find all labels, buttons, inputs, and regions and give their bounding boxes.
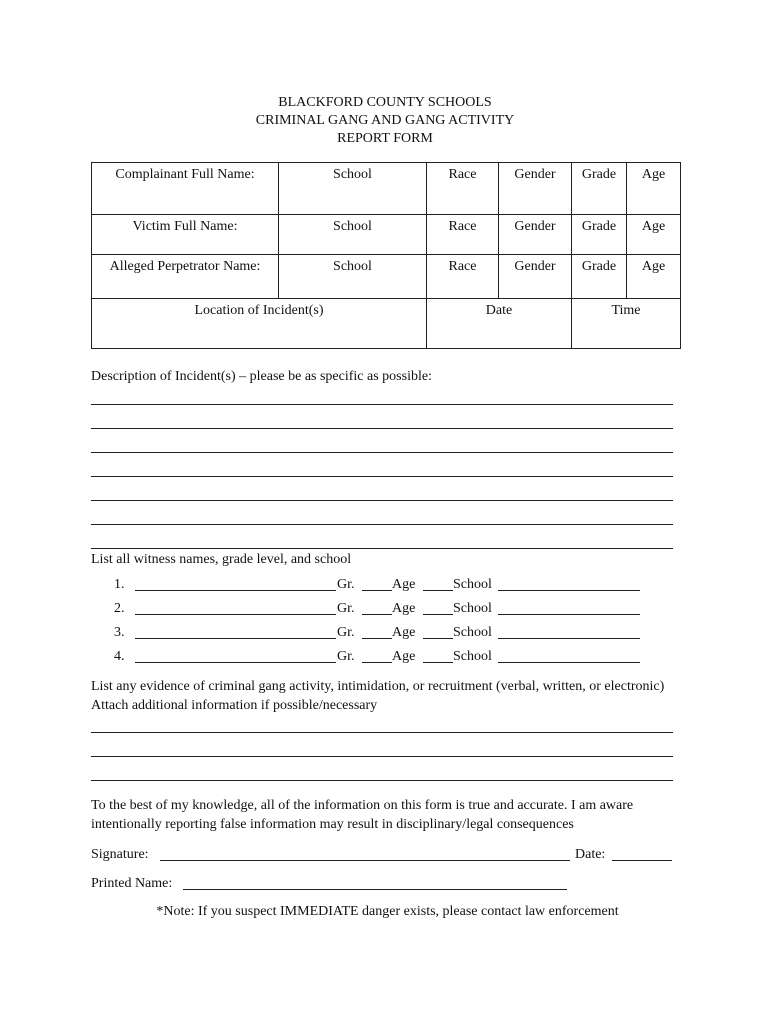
- witness-age-blank[interactable]: [423, 648, 453, 663]
- incident-parties-table: [91, 162, 681, 349]
- description-line[interactable]: [91, 476, 673, 477]
- witness-school-blank[interactable]: [498, 648, 640, 663]
- school-label: School: [453, 625, 492, 640]
- witness-age-blank[interactable]: [423, 600, 453, 615]
- perpetrator-school-cell[interactable]: School: [279, 255, 427, 299]
- description-line[interactable]: [91, 524, 673, 525]
- perpetrator-name-cell[interactable]: Alleged Perpetrator Name:: [92, 255, 279, 299]
- witness-number: 4.: [114, 649, 125, 664]
- description-line[interactable]: [91, 404, 673, 405]
- date-cell[interactable]: Date: [427, 299, 572, 349]
- grade-label: Gr.: [337, 625, 355, 640]
- law-enforcement-note: *Note: If you suspect IMMEDIATE danger exists, please contact law enforcement: [156, 904, 619, 919]
- witness-grade-blank[interactable]: [362, 624, 392, 639]
- witness-grade-blank[interactable]: [362, 648, 392, 663]
- signature-blank[interactable]: [160, 846, 570, 861]
- complainant-row: [92, 163, 681, 215]
- witness-list-label: List all witness names, grade level, and school: [91, 552, 352, 567]
- perpetrator-age-cell[interactable]: Age: [627, 255, 681, 299]
- witness-name-blank[interactable]: [135, 600, 336, 615]
- victim-race-cell[interactable]: Race: [427, 215, 499, 255]
- time-cell[interactable]: Time: [572, 299, 681, 349]
- victim-row: [92, 215, 681, 255]
- complainant-name-cell[interactable]: Complainant Full Name:: [92, 163, 279, 215]
- witness-row: [114, 648, 674, 668]
- witness-name-blank[interactable]: [135, 648, 336, 663]
- description-line[interactable]: [91, 428, 673, 429]
- witness-grade-blank[interactable]: [362, 576, 392, 591]
- form-header-line3: REPORT FORM: [337, 131, 433, 146]
- witness-school-blank[interactable]: [498, 600, 640, 615]
- school-label: School: [453, 601, 492, 616]
- witness-row: [114, 624, 674, 644]
- date-blank[interactable]: [612, 846, 672, 861]
- witness-school-blank[interactable]: [498, 576, 640, 591]
- age-label: Age: [392, 601, 416, 616]
- witness-number: 3.: [114, 625, 125, 640]
- witness-grade-blank[interactable]: [362, 600, 392, 615]
- age-label: Age: [392, 625, 416, 640]
- age-label: Age: [392, 577, 416, 592]
- complainant-gender-cell[interactable]: Gender: [499, 163, 572, 215]
- evidence-label: List any evidence of criminal gang activity, intimidation, or recruitment (verbal, written, or electronic) Attach additional information if possible/necessary: [91, 679, 665, 713]
- victim-grade-cell[interactable]: Grade: [572, 215, 627, 255]
- evidence-line[interactable]: [91, 780, 673, 781]
- attestation-text: To the best of my knowledge, all of the information on this form is true and accurate. I am aware intentionally reporting false information may result in disciplinary/legal consequences: [91, 798, 634, 832]
- witness-number: 2.: [114, 601, 125, 616]
- complainant-school-cell[interactable]: School: [279, 163, 427, 215]
- form-header-line1: BLACKFORD COUNTY SCHOOLS: [278, 95, 492, 110]
- description-line[interactable]: [91, 452, 673, 453]
- date-label: Date:: [575, 847, 606, 862]
- witness-row: [114, 600, 674, 620]
- description-line[interactable]: [91, 548, 673, 549]
- witness-name-blank[interactable]: [135, 624, 336, 639]
- perpetrator-race-cell[interactable]: Race: [427, 255, 499, 299]
- victim-name-cell[interactable]: Victim Full Name:: [92, 215, 279, 255]
- evidence-line[interactable]: [91, 732, 673, 733]
- witness-row: [114, 576, 674, 596]
- printed-name-blank[interactable]: [183, 875, 567, 890]
- complainant-age-cell[interactable]: Age: [627, 163, 681, 215]
- age-label: Age: [392, 649, 416, 664]
- complainant-race-cell[interactable]: Race: [427, 163, 499, 215]
- witness-age-blank[interactable]: [423, 624, 453, 639]
- complainant-grade-cell[interactable]: Grade: [572, 163, 627, 215]
- description-label: Description of Incident(s) – please be as specific as possible:: [91, 369, 432, 384]
- location-row: [92, 299, 681, 349]
- location-cell[interactable]: Location of Incident(s): [92, 299, 427, 349]
- grade-label: Gr.: [337, 601, 355, 616]
- school-label: School: [453, 577, 492, 592]
- printed-name-label: Printed Name:: [91, 876, 173, 891]
- perpetrator-grade-cell[interactable]: Grade: [572, 255, 627, 299]
- witness-name-blank[interactable]: [135, 576, 336, 591]
- witness-school-blank[interactable]: [498, 624, 640, 639]
- school-label: School: [453, 649, 492, 664]
- witness-number: 1.: [114, 577, 125, 592]
- victim-gender-cell[interactable]: Gender: [499, 215, 572, 255]
- perpetrator-row: [92, 255, 681, 299]
- grade-label: Gr.: [337, 649, 355, 664]
- witness-age-blank[interactable]: [423, 576, 453, 591]
- victim-school-cell[interactable]: School: [279, 215, 427, 255]
- evidence-line[interactable]: [91, 756, 673, 757]
- perpetrator-gender-cell[interactable]: Gender: [499, 255, 572, 299]
- grade-label: Gr.: [337, 577, 355, 592]
- signature-label: Signature:: [91, 847, 149, 862]
- victim-age-cell[interactable]: Age: [627, 215, 681, 255]
- description-line[interactable]: [91, 500, 673, 501]
- form-header-line2: CRIMINAL GANG AND GANG ACTIVITY: [255, 113, 515, 128]
